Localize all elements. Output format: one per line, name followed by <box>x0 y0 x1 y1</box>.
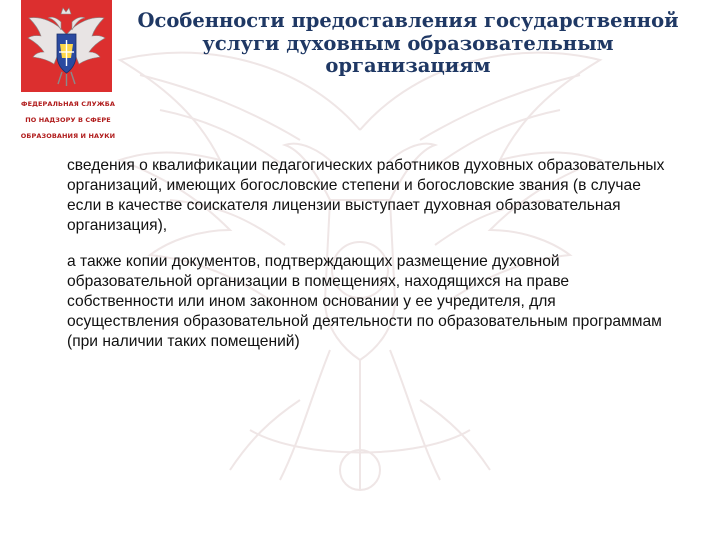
double-headed-eagle-emblem-icon <box>21 0 112 92</box>
agency-line-3: ОБРАЗОВАНИЯ И НАУКИ <box>20 132 116 140</box>
body-paragraph: сведения о квалификации педагогических работников духовных образовательных организаций, имеющих богословские степени и богословские звания (в случае если в качестве соискателя лицензии выступает духовная образовательная организация), <box>67 157 665 234</box>
slide-title: Особенности предоставления государственной услуги духовным образовательным организациям <box>137 9 679 77</box>
body-paragraph: а также копии документов, подтверждающих размещение духовной образовательной организации в помещениях, находящихся на праве собственности или ином законном основании у ее учредителя, для осуществления образовательной деятельности по образовательным программам (при наличии таких помещений) <box>67 253 662 350</box>
agency-line-1: ФЕДЕРАЛЬНАЯ СЛУЖБА <box>21 100 115 108</box>
logo-panel <box>21 0 112 92</box>
agency-name <box>18 100 118 148</box>
agency-line-2: ПО НАДЗОРУ В СФЕРЕ <box>25 116 111 124</box>
slide-body <box>67 156 667 368</box>
